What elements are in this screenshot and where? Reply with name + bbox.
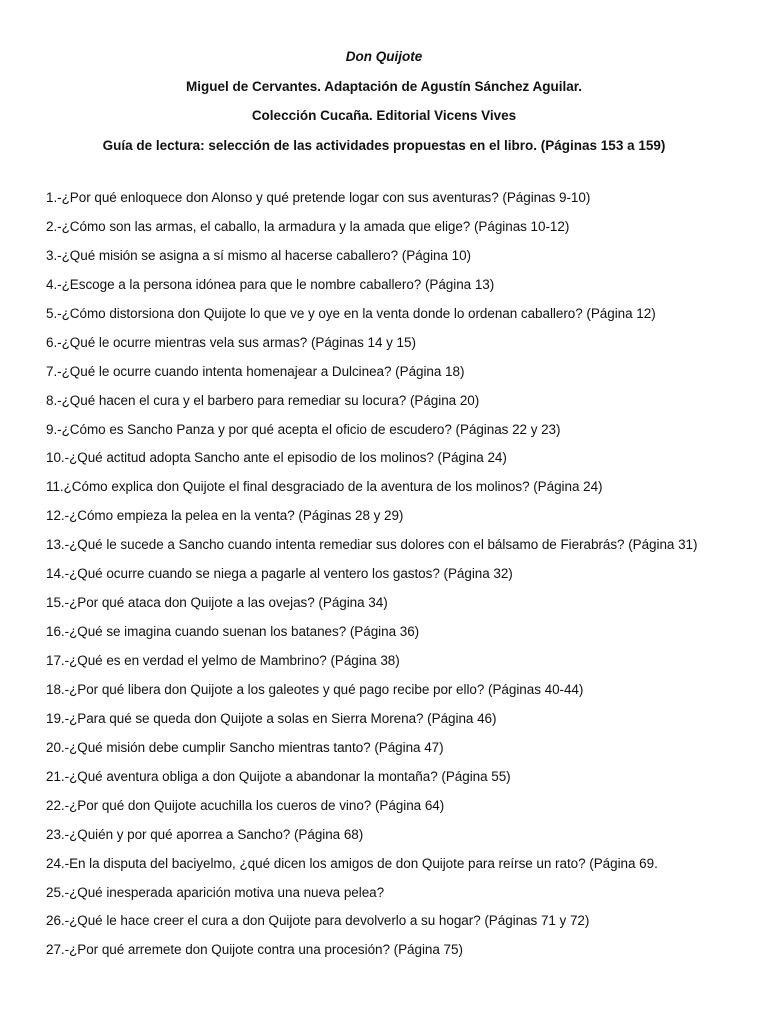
book-title: Don Quijote [345,49,423,64]
author-line: Miguel de Cervantes. Adaptación de Agustín Sánchez Aguilar. [185,78,583,94]
question-item: 3.-¿Qué misión se asigna a sí mismo al hacerse caballero? (Página 10) [46,247,472,263]
question-item: 4.-¿Escoge a la persona idónea para que le nombre caballero? (Página 13) [46,276,495,292]
question-item: 9.-¿Cómo es Sancho Panza y por qué acepta el oficio de escudero? (Páginas 22 y 23) [46,421,561,437]
collection-line: Colección Cucaña. Editorial Vicens Vives [251,108,517,123]
question-item: 5.-¿Cómo distorsiona don Quijote lo que ve y oye en la venta donde lo ordenan caballero? (Página 12) [46,305,656,321]
question-item: 2.-¿Cómo son las armas, el caballo, la armadura y la amada que elige? (Páginas 10-12) [46,218,570,234]
guide-line: Guía de lectura: selección de las actividades propuestas en el libro. (Páginas 153 a 159) [102,137,666,153]
question-item: 15.-¿Por qué ataca don Quijote a las ovejas? (Página 34) [46,595,388,611]
question-item: 14.-¿Qué ocurre cuando se niega a pagarle al ventero los gastos? (Página 32) [46,566,513,582]
question-item: 26.-¿Qué le hace creer el cura a don Quijote para devolverlo a su hogar? (Páginas 71 y 72) [46,913,590,929]
question-item: 1.-¿Por qué enloquece don Alonso y qué pretende logar con sus aventuras? (Páginas 9-10) [46,190,591,205]
question-item: 13.-¿Qué le sucede a Sancho cuando intenta remediar sus dolores con el bálsamo de Fierabrás? (Página 31) [46,537,698,553]
question-item: 25.-¿Qué inesperada aparición motiva una nueva pelea? [46,884,385,900]
question-item: 17.-¿Qué es en verdad el yelmo de Mambrino? (Página 38) [46,653,400,668]
question-item: 16.-¿Qué se imagina cuando suenan los batanes? (Página 36) [46,624,420,640]
question-item: 10.-¿Qué actitud adopta Sancho ante el episodio de los molinos? (Página 24) [46,450,507,466]
document-header [0,42,768,160]
question-item: 12.-¿Cómo empieza la pelea en la venta? (Páginas 28 y 29) [46,508,404,524]
question-item: 8.-¿Qué hacen el cura y el barbero para remediar su locura? (Página 20) [46,392,480,408]
question-item: 6.-¿Qué le ocurre mientras vela sus armas? (Páginas 14 y 15) [46,334,416,350]
question-list [46,184,746,965]
question-item: 27.-¿Por qué arremete don Quijote contra una procesión? (Página 75) [46,942,463,958]
question-item: 19.-¿Para qué se queda don Quijote a solas en Sierra Morena? (Página 46) [46,710,497,726]
question-item: 23.-¿Quién y por qué aporrea a Sancho? (Página 68) [46,826,364,842]
question-item: 18.-¿Por qué libera don Quijote a los galeotes y qué pago recibe por ello? (Páginas 40-44) [46,681,584,697]
question-item: 20.-¿Qué misión debe cumplir Sancho mientras tanto? (Página 47) [46,739,444,755]
question-item: 11.¿Cómo explica don Quijote el final desgraciado de la aventura de los molinos? (Página 24) [46,479,603,495]
question-item: 24.-En la disputa del baciyelmo, ¿qué dicen los amigos de don Quijote para reírse un rato? (Página 69. [46,855,658,871]
question-item: 22.-¿Por qué don Quijote acuchilla los cueros de vino? (Página 64) [46,797,445,813]
question-item: 21.-¿Qué aventura obliga a don Quijote a abandonar la montaña? (Página 55) [46,768,511,784]
question-item: 7.-¿Qué le ocurre cuando intenta homenajear a Dulcinea? (Página 18) [46,363,465,379]
